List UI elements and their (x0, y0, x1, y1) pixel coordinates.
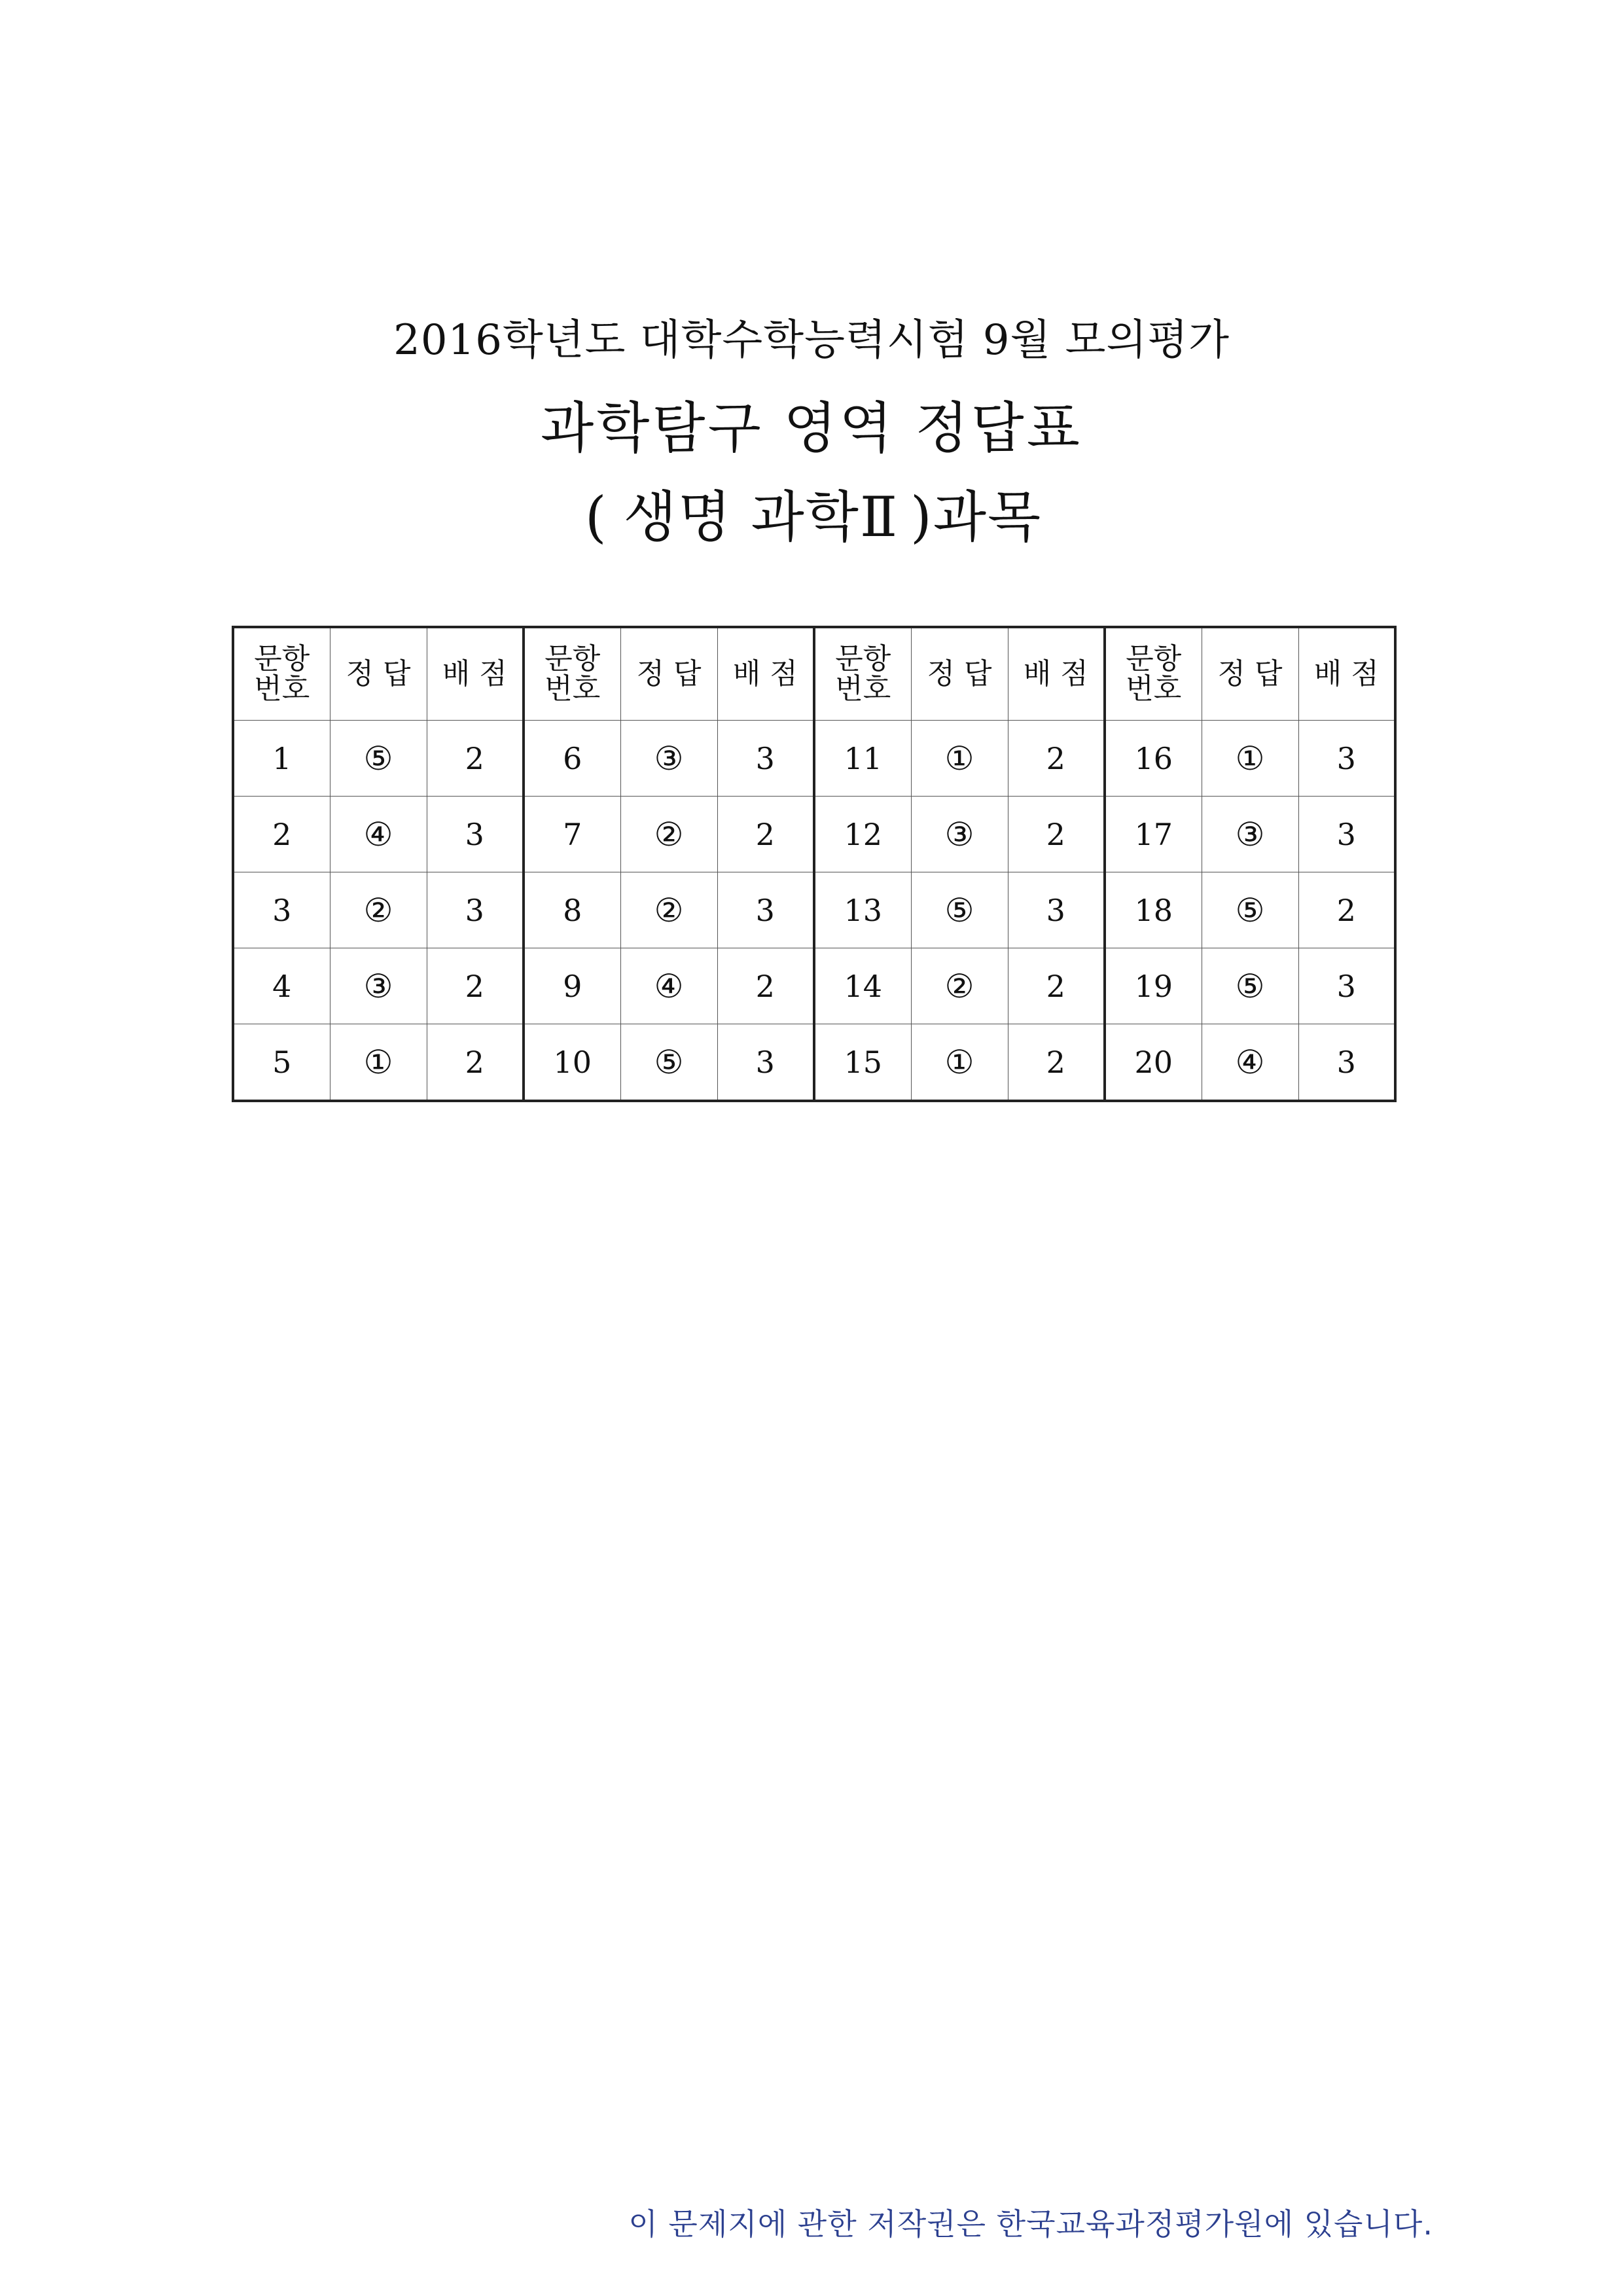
question-number: 1 (233, 721, 330, 797)
correct-answer: ① (911, 721, 1008, 797)
column-header-answer: 정 답 (620, 627, 717, 721)
question-number: 18 (1105, 872, 1202, 948)
correct-answer: ① (330, 1024, 427, 1102)
question-number: 13 (814, 872, 911, 948)
column-header-answer: 정 답 (1202, 627, 1298, 721)
correct-answer: ③ (330, 948, 427, 1024)
correct-answer: ④ (1202, 1024, 1298, 1102)
subject-open-paren: ( (584, 485, 608, 549)
question-score: 3 (717, 872, 814, 948)
question-number: 11 (814, 721, 911, 797)
question-number: 9 (524, 948, 620, 1024)
table-row (233, 872, 1395, 948)
column-header-score: 배 점 (427, 627, 524, 721)
table-row (233, 721, 1395, 797)
question-score: 3 (717, 721, 814, 797)
question-score: 3 (1298, 797, 1395, 872)
question-score: 3 (717, 1024, 814, 1102)
question-score: 3 (427, 797, 524, 872)
column-header-number: 문항 번호 (1105, 627, 1202, 721)
question-score: 2 (1008, 721, 1105, 797)
answer-table-header-row (233, 627, 1395, 721)
column-header-number: 문항 번호 (524, 627, 620, 721)
correct-answer: ② (911, 948, 1008, 1024)
correct-answer: ⑤ (620, 1024, 717, 1102)
question-number: 12 (814, 797, 911, 872)
column-header-score: 배 점 (1008, 627, 1105, 721)
correct-answer: ③ (620, 721, 717, 797)
question-number: 2 (233, 797, 330, 872)
column-header-number: 문항 번호 (233, 627, 330, 721)
correct-answer: ⑤ (1202, 872, 1298, 948)
column-header-number: 문항 번호 (814, 627, 911, 721)
question-score: 2 (1008, 797, 1105, 872)
question-number: 4 (233, 948, 330, 1024)
question-score: 2 (717, 948, 814, 1024)
subject-name: 생명 과학Ⅱ (623, 485, 899, 549)
table-row (233, 1024, 1395, 1102)
question-number: 15 (814, 1024, 911, 1102)
correct-answer: ③ (911, 797, 1008, 872)
question-score: 3 (1298, 721, 1395, 797)
table-row (233, 948, 1395, 1024)
question-score: 3 (1298, 948, 1395, 1024)
correct-answer: ⑤ (330, 721, 427, 797)
question-score: 2 (1298, 872, 1395, 948)
question-number: 5 (233, 1024, 330, 1102)
correct-answer: ① (1202, 721, 1298, 797)
question-score: 2 (717, 797, 814, 872)
correct-answer: ⑤ (1202, 948, 1298, 1024)
question-score: 2 (427, 948, 524, 1024)
correct-answer: ③ (1202, 797, 1298, 872)
correct-answer: ① (911, 1024, 1008, 1102)
question-number: 16 (1105, 721, 1202, 797)
table-row (233, 797, 1395, 872)
question-score: 3 (1008, 872, 1105, 948)
question-score: 2 (427, 1024, 524, 1102)
question-score: 2 (1008, 1024, 1105, 1102)
correct-answer: ② (330, 872, 427, 948)
question-score: 2 (427, 721, 524, 797)
question-score: 2 (1008, 948, 1105, 1024)
subject-line (0, 485, 1623, 549)
correct-answer: ⑤ (911, 872, 1008, 948)
correct-answer: ② (620, 797, 717, 872)
column-header-answer: 정 답 (330, 627, 427, 721)
answer-sheet-title: 과학탐구 영역 정답표 (541, 396, 1082, 460)
correct-answer: ② (620, 872, 717, 948)
question-score: 3 (1298, 1024, 1395, 1102)
question-number: 8 (524, 872, 620, 948)
question-score: 3 (427, 872, 524, 948)
answer-table (232, 626, 1397, 1102)
column-header-score: 배 점 (1298, 627, 1395, 721)
correct-answer: ④ (620, 948, 717, 1024)
subject-suffix: )과목 (910, 485, 1043, 549)
question-number: 7 (524, 797, 620, 872)
copyright-notice: 이 문제지에 관한 저작권은 한국교육과정평가원에 있습니다. (628, 2206, 1433, 2242)
exam-title: 2016학년도 대학수학능력시험 9월 모의평가 (393, 316, 1230, 365)
question-number: 10 (524, 1024, 620, 1102)
correct-answer: ④ (330, 797, 427, 872)
question-number: 6 (524, 721, 620, 797)
question-number: 20 (1105, 1024, 1202, 1102)
question-number: 17 (1105, 797, 1202, 872)
column-header-score: 배 점 (717, 627, 814, 721)
question-number: 14 (814, 948, 911, 1024)
question-number: 19 (1105, 948, 1202, 1024)
column-header-answer: 정 답 (911, 627, 1008, 721)
question-number: 3 (233, 872, 330, 948)
